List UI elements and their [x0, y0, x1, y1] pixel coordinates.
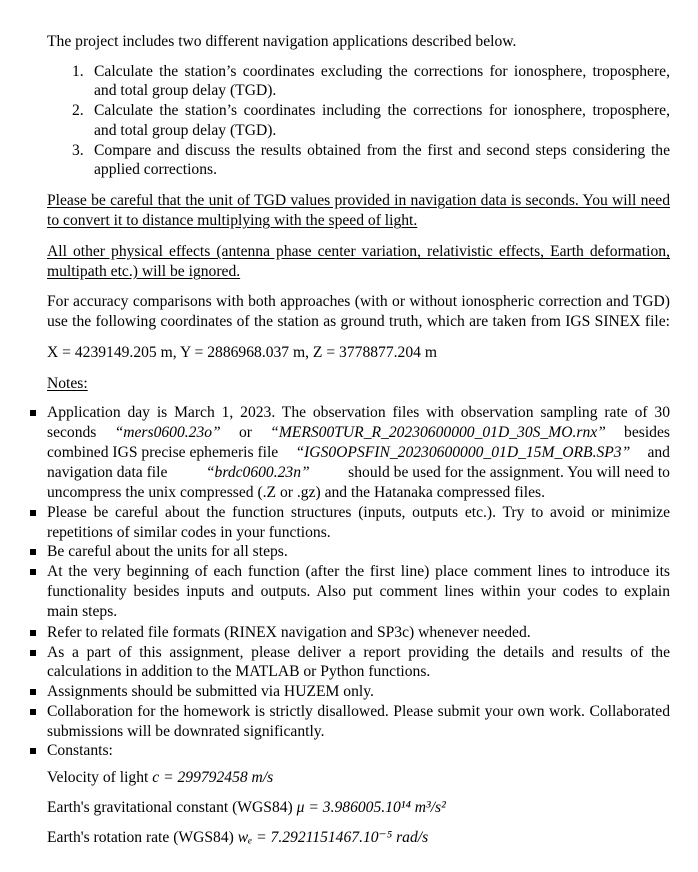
note-1-should: should be used for the assignment. You will need to	[348, 464, 670, 481]
step-1-line-2: and total group delay (TGD).	[94, 82, 277, 99]
note-6-line-1: As a part of this assignment, please deliver a report providing the details and results of the	[47, 644, 670, 661]
accuracy-line-2: use the following coordinates of the station as ground truth, which are taken from IGS SINEX file:	[47, 313, 670, 330]
note-1-line-1: Application day is March 1, 2023. The observation files with observation sampling rate of 30	[47, 404, 670, 421]
constant-gravitational	[47, 798, 446, 818]
note-4-line-2: functionality besides inputs and outputs. Also put comment lines within your codes to explain	[47, 583, 670, 600]
constant-speed-of-light-value: c = 299792458 m/s	[152, 769, 274, 786]
note-4-line-3: main steps.	[47, 603, 118, 620]
constant-rotation-rate-value: wₑ = 7.2921151467.10⁻⁵ rad/s	[237, 829, 429, 846]
note-3: Be careful about the units for all steps.	[47, 543, 288, 560]
note-1-or: or	[238, 424, 252, 441]
bullet-icon	[30, 510, 36, 516]
constant-speed-of-light	[47, 768, 273, 788]
note-1-sp3-file: “IGS0OPSFIN_20230600000_01D_15M_ORB.SP3”	[295, 444, 631, 461]
note-1-obs-file-1: “mers0600.23o”	[114, 424, 221, 441]
constant-rotation-rate	[47, 828, 428, 848]
accuracy-line-1: For accuracy comparisons with both approaches (with or without ionospheric correction and TGD)	[47, 293, 670, 310]
note-1-obs-file-2: “MERS00TUR_R_20230600000_01D_30S_MO.rnx”	[270, 424, 606, 441]
note-7: Assignments should be submitted via HUZEM only.	[47, 683, 374, 700]
bullet-icon	[30, 689, 36, 695]
intro-paragraph: The project includes two different navigation applications described below.	[47, 33, 517, 50]
effects-note-line-2: multipath etc.) will be ignored.	[47, 263, 241, 280]
constant-speed-of-light-label: Velocity of light	[47, 769, 153, 786]
notes-heading: Notes:	[47, 375, 88, 392]
step-1-line-1: Calculate the station’s coordinates excluding the corrections for ionosphere, troposphere,	[94, 63, 670, 80]
step-3-number: 3.	[72, 142, 84, 159]
note-2-line-2: repetitions of similar codes in your functions.	[47, 524, 331, 541]
note-1-line-2	[47, 423, 670, 443]
constant-gravitational-value: μ = 3.986005.10¹⁴ m³/s²	[296, 799, 446, 816]
tgd-note-line-1: Please be careful that the unit of TGD values provided in navigation data is seconds. You will need	[47, 192, 670, 209]
bullet-icon	[30, 410, 36, 416]
note-1-besides: besides	[624, 424, 670, 441]
note-1-seconds: seconds	[47, 424, 97, 441]
note-6-line-2: calculations in addition to the MATLAB or Python functions.	[47, 663, 431, 680]
ground-truth-coordinates: X = 4239149.205 m, Y = 2886968.037 m, Z = 3778877.204 m	[47, 344, 437, 361]
note-1-nav-file: “brdc0600.23n”	[205, 464, 310, 481]
bullet-icon	[30, 650, 36, 656]
step-2-line-2: and total group delay (TGD).	[94, 122, 277, 139]
note-1-and: and	[647, 444, 670, 461]
effects-note-line-1: All other physical effects (antenna phase center variation, relativistic effects, Earth deformation,	[47, 243, 670, 260]
constant-rotation-rate-label: Earth's rotation rate (WGS84)	[47, 829, 238, 846]
note-1-combined: combined IGS precise ephemeris file	[47, 444, 279, 461]
note-1-navigation: navigation data file	[47, 464, 168, 481]
tgd-note-line-2: to convert it to distance multiplying with the speed of light.	[47, 212, 418, 229]
note-8-line-2: submissions will be downrated significantly.	[47, 723, 325, 740]
step-3-line-1: Compare and discuss the results obtained from the first and second steps considering the	[94, 142, 670, 159]
note-1-line-3	[47, 443, 670, 463]
note-2-line-1: Please be careful about the function structures (inputs, outputs etc.). Try to avoid or minimize	[47, 504, 670, 521]
bullet-icon	[30, 569, 36, 575]
bullet-icon	[30, 549, 36, 555]
step-1-number: 1.	[72, 63, 84, 80]
step-3-line-2: applied corrections.	[94, 161, 217, 178]
note-4-line-1: At the very beginning of each function (after the first line) place comment lines to introduce its	[47, 563, 670, 580]
constant-gravitational-label: Earth's gravitational constant (WGS84)	[47, 799, 297, 816]
note-9: Constants:	[47, 742, 113, 759]
bullet-icon	[30, 630, 36, 636]
note-8-line-1: Collaboration for the homework is strictly disallowed. Please submit your own work. Collaborated	[47, 703, 670, 720]
note-1-line-4	[47, 463, 670, 483]
note-1-line-5: uncompress the unix compressed (.Z or .gz) and the Hatanaka compressed files.	[47, 484, 545, 501]
bullet-icon	[30, 748, 36, 754]
note-5: Refer to related file formats (RINEX navigation and SP3c) whenever needed.	[47, 624, 531, 641]
bullet-icon	[30, 709, 36, 715]
step-2-line-1: Calculate the station’s coordinates including the corrections for ionosphere, troposphere,	[94, 102, 670, 119]
step-2-number: 2.	[72, 102, 84, 119]
